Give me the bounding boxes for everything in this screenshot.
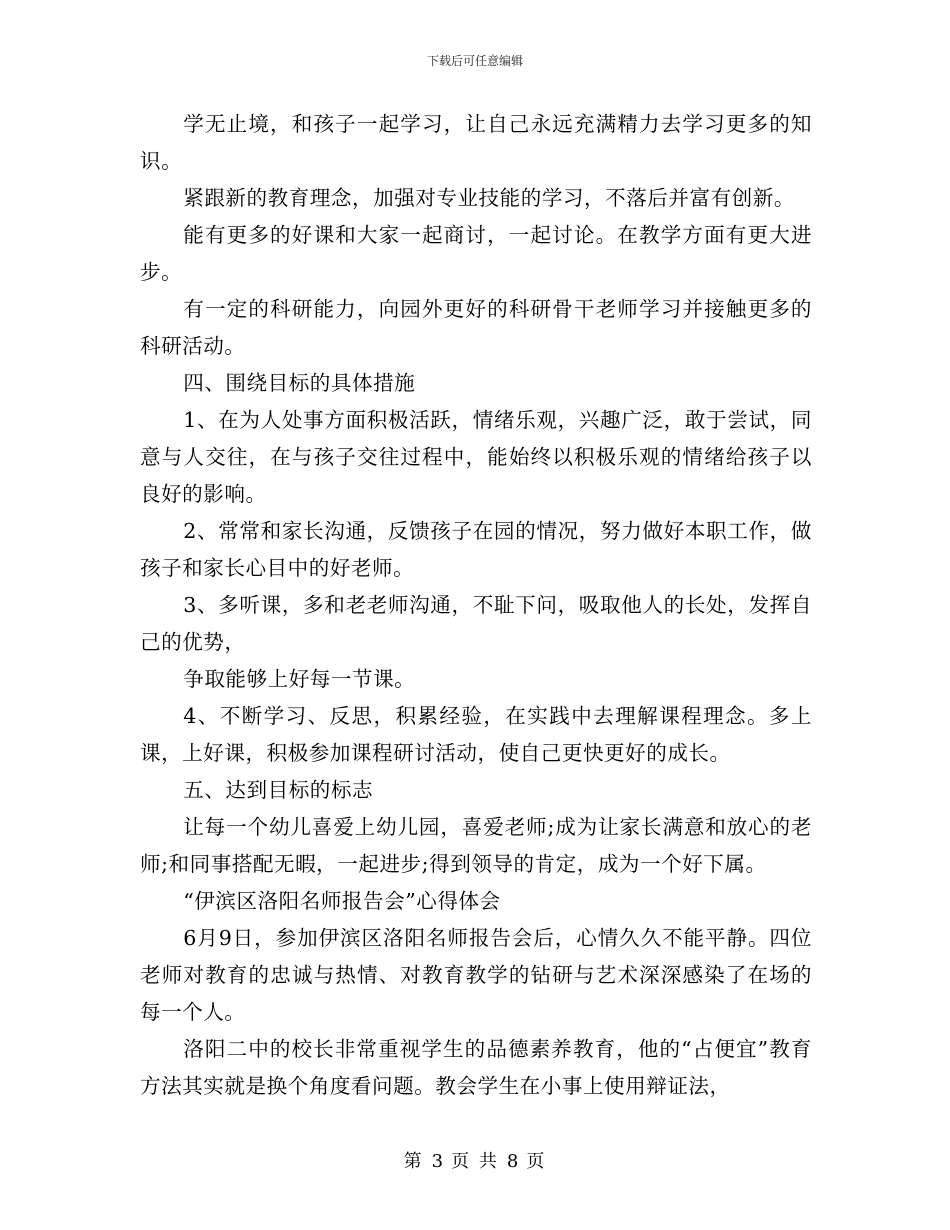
page-header: 下载后可任意编辑 (426, 54, 523, 68)
footer-prefix: 第 (403, 1151, 424, 1172)
footer-middle: 页 共 (451, 1151, 499, 1172)
paragraph: 6月9日，参加伊滨区洛阳名师报告会后，心情久久不能平静。四位老师对教育的忠诚与热情、对教育教学的钻研与艺术深深感染了在场的每一个人。 (140, 926, 812, 1024)
paragraph: 争取能够上好每一节课。 (183, 667, 416, 691)
paragraph: 紧跟新的教育理念，加强对专业技能的学习，不落后并富有创新。 (183, 186, 795, 210)
paragraph: 洛阳二中的校长非常重视学生的品德素养教育，他的“占便宜”教育方法其实就是换个角度看问题。教会学生在小事上使用辩证法， (140, 1037, 812, 1098)
document-body (140, 106, 812, 1105)
article-title: “伊滨区洛阳名师报告会”心得体会 (183, 889, 501, 913)
paragraph: 让每一个幼儿喜爱上幼儿园，喜爱老师;成为让家长满意和放心的老师;和同事搭配无暇，一起进步;得到领导的肯定，成为一个好下属。 (140, 815, 812, 876)
paragraph: 1、在为人处事方面积极活跃，情绪乐观，兴趣广泛，敢于尝试，同意与人交往，在与孩子交往过程中，能始终以积极乐观的情绪给孩子以良好的影响。 (140, 408, 812, 506)
page-footer (0, 1150, 950, 1174)
paragraph: 4、不断学习、反思，积累经验，在实践中去理解课程理念。多上课，上好课，积极参加课程研讨活动，使自己更快更好的成长。 (140, 704, 812, 765)
total-page-number: 8 (506, 1151, 519, 1172)
section-heading: 四、围绕目标的具体措施 (183, 371, 416, 395)
paragraph: 2、常常和家长沟通，反馈孩子在园的情况，努力做好本职工作，做孩子和家长心目中的好老师。 (140, 519, 812, 580)
current-page-number: 3 (431, 1151, 444, 1172)
paragraph: 有一定的科研能力，向园外更好的科研骨干老师学习并接触更多的科研活动。 (140, 297, 812, 358)
paragraph: 学无止境，和孩子一起学习，让自己永远充满精力去学习更多的知识。 (140, 112, 812, 173)
footer-suffix: 页 (526, 1151, 547, 1172)
paragraph: 3、多听课，多和老老师沟通，不耻下问，吸取他人的长处，发挥自己的优势， (140, 593, 812, 654)
section-heading: 五、达到目标的标志 (183, 778, 374, 802)
paragraph: 能有更多的好课和大家一起商讨，一起讨论。在教学方面有更大进步。 (140, 223, 812, 284)
